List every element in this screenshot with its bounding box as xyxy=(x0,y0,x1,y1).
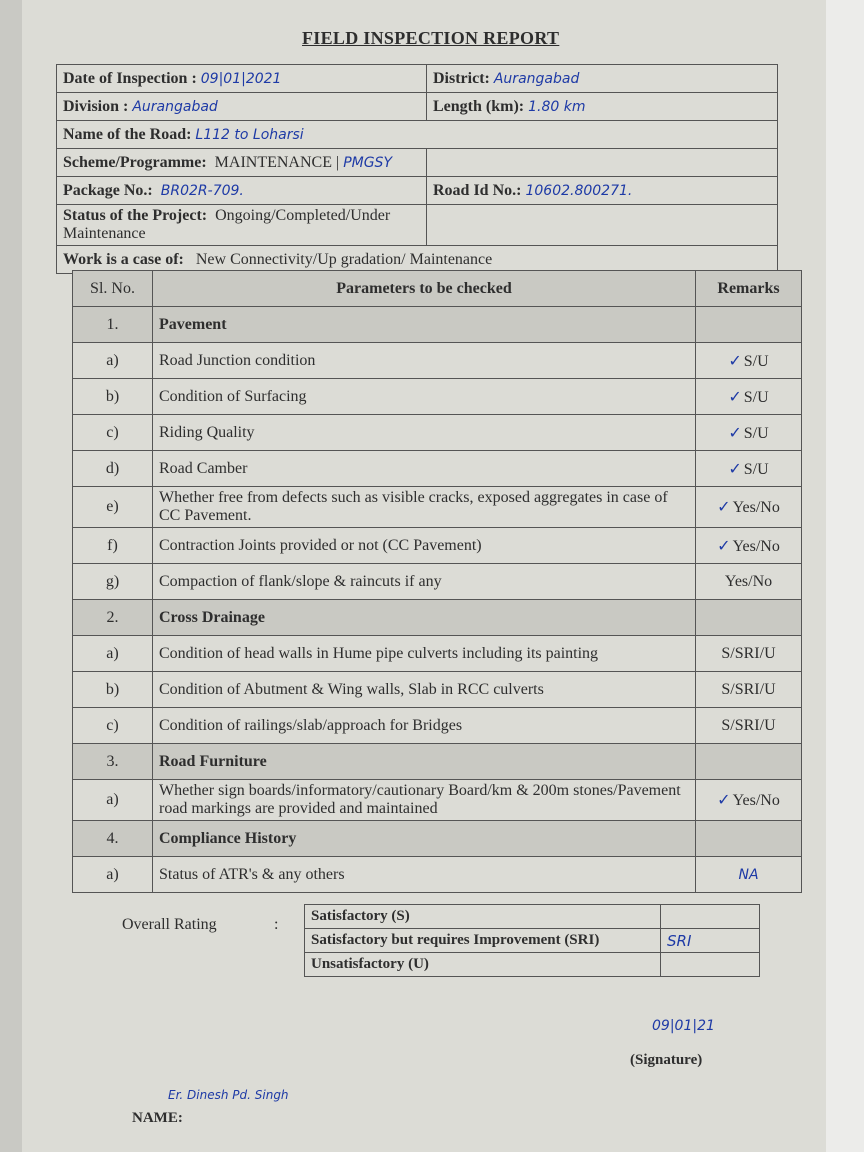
table-row xyxy=(73,780,802,821)
row-number: 4. xyxy=(73,821,153,857)
row-remark xyxy=(696,415,802,451)
table-row xyxy=(73,379,802,415)
row-number: a) xyxy=(73,343,153,379)
table-row xyxy=(73,636,802,672)
section-row xyxy=(73,744,802,780)
remark-text: Yes/No xyxy=(732,499,780,516)
district-label: District: xyxy=(433,69,490,87)
table-row xyxy=(73,672,802,708)
row-number: a) xyxy=(73,780,153,821)
row-number: f) xyxy=(73,528,153,564)
remark-text: Yes/No xyxy=(732,537,780,555)
table-row xyxy=(73,451,802,487)
row-number: c) xyxy=(73,415,153,451)
row-remark xyxy=(696,528,802,564)
row-number: c) xyxy=(73,708,153,744)
row-number: 2. xyxy=(73,600,153,636)
scheme-label: Scheme/Programme: xyxy=(63,153,207,171)
remark-text: S/SRI/U xyxy=(721,716,776,734)
row-parameter: Condition of Surfacing xyxy=(153,379,696,415)
header-table xyxy=(56,64,778,274)
road-name-label: Name of the Road: xyxy=(63,125,192,143)
scheme-value: MAINTENANCE xyxy=(214,153,332,171)
status-value: Ongoing/Completed/Under Maintenance xyxy=(63,207,391,242)
row-remark xyxy=(696,744,802,780)
row-number: a) xyxy=(73,636,153,672)
rating-row xyxy=(305,905,760,929)
section-row xyxy=(73,600,802,636)
division-value: Aurangabad xyxy=(132,98,218,115)
rating-option: Unsatisfactory (U) xyxy=(305,953,661,977)
background-right xyxy=(826,0,864,1152)
background-left xyxy=(0,0,22,1152)
row-remark xyxy=(696,857,802,893)
check-icon: ✓ xyxy=(717,499,731,516)
district-cell xyxy=(427,65,778,93)
check-icon: ✓ xyxy=(717,792,731,809)
signature-handwritten: 09|01|21 xyxy=(652,1018,715,1034)
workcase-label: Work is a case of: xyxy=(63,250,184,268)
workcase-value: New Connectivity/Up gradation/ Maintenance xyxy=(195,250,493,268)
row-number: g) xyxy=(73,564,153,600)
table-row xyxy=(73,487,802,528)
row-number: 1. xyxy=(73,307,153,343)
row-parameter: Pavement xyxy=(153,307,696,343)
rating-option: Satisfactory but requires Improvement (SRI) xyxy=(305,929,661,953)
row-number: e) xyxy=(73,487,153,528)
row-parameter: Compliance History xyxy=(153,821,696,857)
name-label: NAME: xyxy=(132,1110,183,1126)
remark-text: S/U xyxy=(743,388,769,406)
row-parameter: Road Camber xyxy=(153,451,696,487)
check-icon: ✓ xyxy=(728,460,742,478)
row-number: d) xyxy=(73,451,153,487)
row-parameter: Contraction Joints provided or not (CC Pavement) xyxy=(153,528,696,564)
road-name-cell xyxy=(57,121,778,149)
rating-option: Satisfactory (S) xyxy=(305,905,661,929)
rating-colon: : xyxy=(274,916,279,933)
row-parameter: Condition of head walls in Hume pipe culverts including its painting xyxy=(153,636,696,672)
length-value: 1.80 km xyxy=(528,98,586,115)
row-remark xyxy=(696,636,802,672)
row-number: 3. xyxy=(73,744,153,780)
row-number: b) xyxy=(73,379,153,415)
row-parameter: Condition of Abutment & Wing walls, Slab in RCC culverts xyxy=(153,672,696,708)
roadid-cell xyxy=(427,177,778,205)
package-label: Package No.: xyxy=(63,181,153,199)
row-remark xyxy=(696,672,802,708)
row-remark xyxy=(696,451,802,487)
check-icon: ✓ xyxy=(717,537,731,555)
package-cell xyxy=(57,177,427,205)
remark-text: S/SRI/U xyxy=(721,680,776,698)
check-icon: ✓ xyxy=(728,424,742,442)
report-title: FIELD INSPECTION REPORT xyxy=(302,28,560,48)
row-parameter: Whether sign boards/informatory/cautionary Board/km & 200m stones/Pavement road markings are provided and maintained xyxy=(153,780,696,821)
remark-text: S/U xyxy=(743,460,769,478)
name-handwritten: Er. Dinesh Pd. Singh xyxy=(168,1088,289,1102)
table-row xyxy=(73,415,802,451)
rating-value xyxy=(661,905,760,929)
table-row xyxy=(73,708,802,744)
row-parameter: Riding Quality xyxy=(153,415,696,451)
section-row xyxy=(73,307,802,343)
remark-text: Yes/No xyxy=(732,792,780,809)
roadid-value: 10602.800271. xyxy=(525,182,633,199)
row-remark xyxy=(696,780,802,821)
row-number: b) xyxy=(73,672,153,708)
section-row xyxy=(73,821,802,857)
length-label: Length (km): xyxy=(433,97,525,115)
row-parameter: Status of ATR's & any others xyxy=(153,857,696,893)
rating-value: SRI xyxy=(661,929,760,953)
col-slno: Sl. No. xyxy=(73,271,153,307)
row-remark xyxy=(696,343,802,379)
remark-text: S/U xyxy=(743,424,769,442)
row-remark xyxy=(696,307,802,343)
report-page xyxy=(22,0,832,1152)
package-value: BR02R-709. xyxy=(160,182,244,199)
overall-rating-label: Overall Rating xyxy=(122,916,217,933)
row-remark xyxy=(696,564,802,600)
date-value: 09|01|2021 xyxy=(200,70,282,87)
date-label: Date of Inspection : xyxy=(63,69,197,87)
col-remarks: Remarks xyxy=(696,271,802,307)
remark-text: Yes/No xyxy=(724,572,773,590)
district-value: Aurangabad xyxy=(493,70,580,87)
scheme-cell: Scheme/Programme: MAINTENANCE | PMGSY xyxy=(57,149,427,177)
table-row xyxy=(73,343,802,379)
check-icon: ✓ xyxy=(728,352,742,370)
rating-table xyxy=(304,904,760,977)
check-icon: ✓ xyxy=(728,388,742,406)
row-remark xyxy=(696,487,802,528)
division-cell xyxy=(57,93,427,121)
row-parameter: Cross Drainage xyxy=(153,600,696,636)
division-label: Division : xyxy=(63,97,129,115)
table-row xyxy=(73,857,802,893)
signature-label: (Signature) xyxy=(630,1052,703,1068)
row-parameter: Road Furniture xyxy=(153,744,696,780)
remark-text: NA xyxy=(738,866,759,883)
rating-value xyxy=(661,953,760,977)
row-remark xyxy=(696,379,802,415)
length-cell xyxy=(427,93,778,121)
row-remark xyxy=(696,821,802,857)
rating-row xyxy=(305,929,760,953)
row-parameter: Condition of railings/slab/approach for Bridges xyxy=(153,708,696,744)
row-parameter: Road Junction condition xyxy=(153,343,696,379)
rating-row xyxy=(305,953,760,977)
col-params: Parameters to be checked xyxy=(153,271,696,307)
table-row xyxy=(73,528,802,564)
road-name-value: L112 to Loharsi xyxy=(195,126,304,143)
scheme-hand: PMGSY xyxy=(343,154,392,171)
status-label: Status of the Project: xyxy=(63,207,208,224)
table-header-row xyxy=(73,271,802,307)
remark-text: S/U xyxy=(743,352,769,370)
parameters-table xyxy=(72,270,802,893)
row-remark xyxy=(696,600,802,636)
row-parameter: Whether free from defects such as visible cracks, exposed aggregates in case of CC Pavement. xyxy=(153,487,696,528)
remark-text: S/SRI/U xyxy=(721,644,776,662)
status-cell xyxy=(57,205,427,246)
date-cell xyxy=(57,65,427,93)
row-remark xyxy=(696,708,802,744)
row-number: a) xyxy=(73,857,153,893)
row-parameter: Compaction of flank/slope & raincuts if any xyxy=(153,564,696,600)
roadid-label: Road Id No.: xyxy=(433,181,522,199)
table-row xyxy=(73,564,802,600)
